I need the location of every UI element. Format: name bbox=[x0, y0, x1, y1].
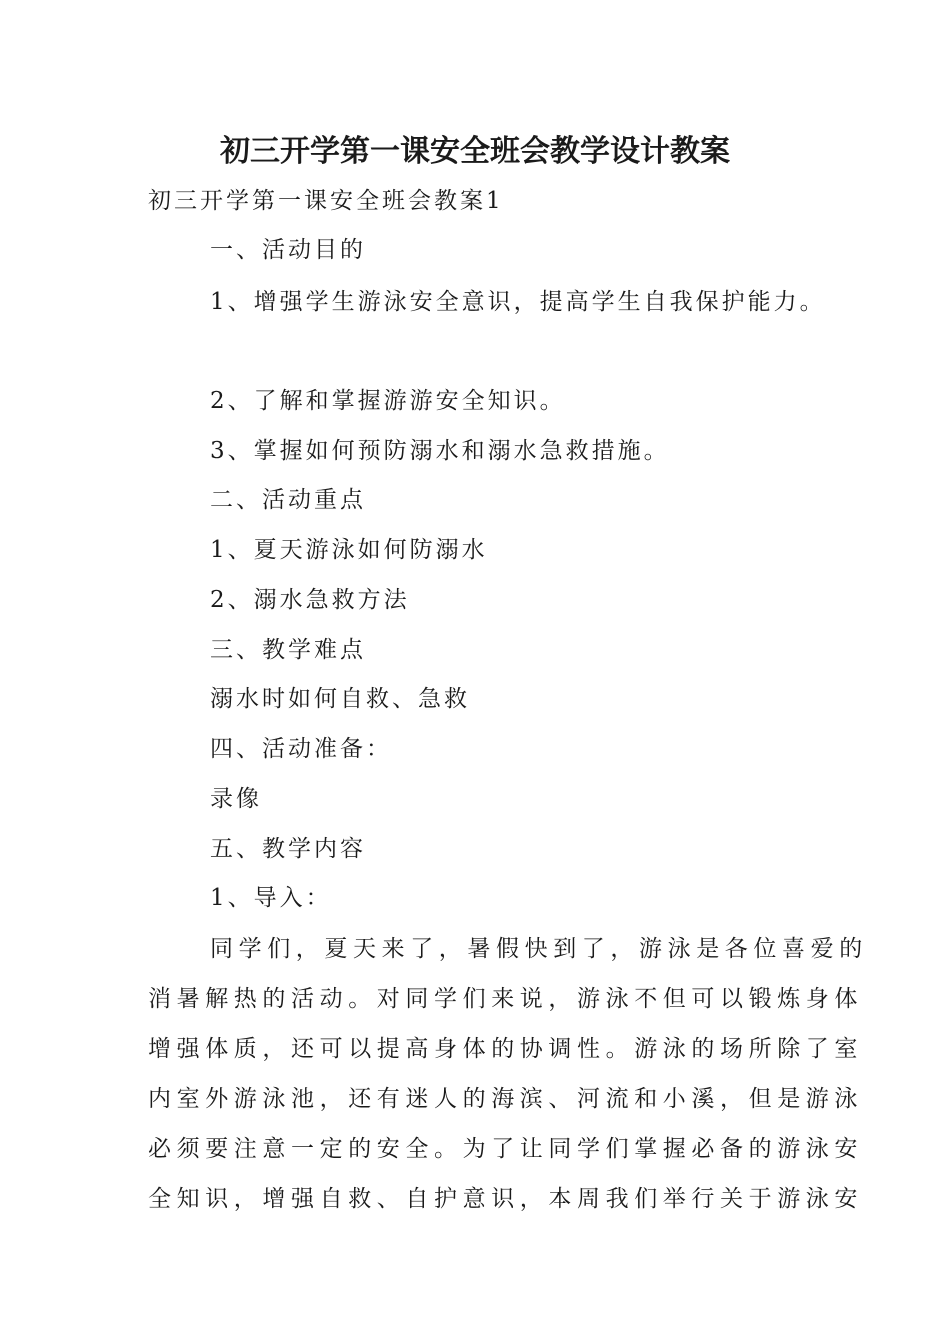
section-heading-preparation: 四、活动准备： bbox=[210, 736, 392, 762]
paragraph-line: 同学们，夏天来了，暑假快到了，游泳是各位喜爱的 bbox=[210, 936, 868, 962]
preparation-item: 录像 bbox=[210, 786, 262, 812]
focus-item: 1、夏天游泳如何防溺水 bbox=[210, 537, 488, 563]
content-item: 1、导入： bbox=[210, 885, 332, 911]
document-subtitle: 初三开学第一课安全班会教案1 bbox=[148, 188, 504, 214]
section-heading-objectives: 一、活动目的 bbox=[210, 237, 366, 263]
focus-item: 2、溺水急救方法 bbox=[210, 587, 410, 613]
section-heading-content: 五、教学内容 bbox=[210, 836, 366, 862]
objective-item: 1、增强学生游泳安全意识，提高学生自我保护能力。 bbox=[210, 289, 826, 315]
section-heading-focus: 二、活动重点 bbox=[210, 487, 366, 513]
document-title: 初三开学第一课安全班会教学设计教案 bbox=[220, 134, 730, 169]
paragraph-line: 必须要注意一定的安全。为了让同学们掌握必备的游泳安 bbox=[148, 1136, 863, 1162]
body-paragraph bbox=[148, 924, 868, 1224]
difficulty-item: 溺水时如何自救、急救 bbox=[210, 686, 470, 712]
section-heading-difficulty: 三、教学难点 bbox=[210, 637, 366, 663]
objective-item: 3、掌握如何预防溺水和溺水急救措施。 bbox=[210, 438, 670, 464]
paragraph-line: 全知识，增强自救、自护意识，本周我们举行关于游泳安 bbox=[148, 1186, 863, 1212]
objective-item: 2、了解和掌握游游安全知识。 bbox=[210, 388, 566, 414]
paragraph-line: 内室外游泳池，还有迷人的海滨、河流和小溪，但是游泳 bbox=[148, 1086, 863, 1112]
paragraph-line: 消暑解热的活动。对同学们来说，游泳不但可以锻炼身体 bbox=[148, 986, 863, 1012]
paragraph-line: 增强体质，还可以提高身体的协调性。游泳的场所除了室 bbox=[148, 1036, 863, 1062]
